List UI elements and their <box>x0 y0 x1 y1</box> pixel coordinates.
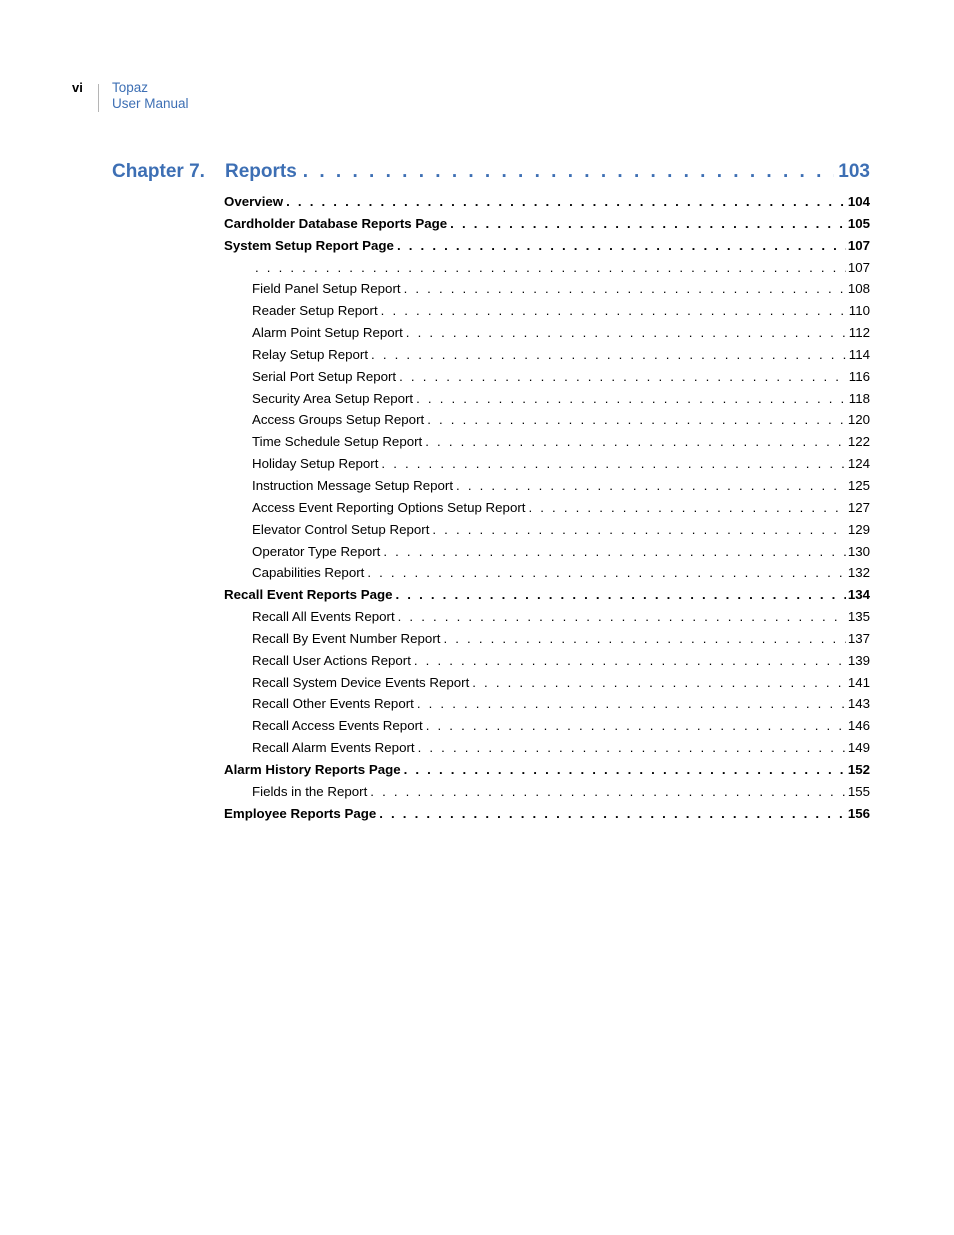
dot-leader <box>286 191 846 213</box>
toc-entry-title: Fields in the Report <box>252 783 368 799</box>
dot-leader <box>456 475 846 497</box>
toc-entry-page-number: 135 <box>847 609 870 625</box>
toc-subsection-entry[interactable] <box>224 475 870 497</box>
toc-entry-title: Field Panel Setup Report <box>252 281 401 297</box>
toc-entry-title: Capabilities Report <box>252 565 365 581</box>
dot-leader <box>404 759 846 781</box>
toc-section-entry[interactable] <box>224 803 870 825</box>
dot-leader <box>397 235 846 257</box>
toc-entry-page-number: 108 <box>847 281 870 297</box>
toc-subsection-entry[interactable] <box>224 519 870 541</box>
toc-subsection-entry[interactable] <box>224 278 870 300</box>
toc-entry-page-number: 137 <box>847 630 870 646</box>
toc-subsection-entry[interactable] <box>224 431 870 453</box>
table-of-contents <box>224 191 870 824</box>
toc-entry-page-number: 125 <box>847 477 870 493</box>
dot-leader <box>303 161 835 183</box>
toc-entry-page-number: 105 <box>847 215 870 231</box>
chapter-title: Reports <box>225 161 297 182</box>
toc-entry-page-number: 149 <box>847 740 870 756</box>
toc-subsection-entry[interactable] <box>224 650 870 672</box>
toc-entry-title: Serial Port Setup Report <box>252 368 397 384</box>
toc-entry-page-number: 146 <box>847 718 870 734</box>
toc-entry-title: Elevator Control Setup Report <box>252 521 430 537</box>
toc-subsection-entry[interactable] <box>224 562 870 584</box>
toc-entry-page-number: 141 <box>847 674 870 690</box>
dot-leader <box>381 453 845 475</box>
toc-subsection-entry[interactable] <box>224 715 870 737</box>
toc-subsection-entry[interactable] <box>224 693 870 715</box>
document-title: User Manual <box>112 96 189 111</box>
toc-subsection-entry[interactable] <box>224 672 870 694</box>
toc-subsection-entry[interactable] <box>224 781 870 803</box>
toc-entry-title: Security Area Setup Report <box>252 390 414 406</box>
dot-leader <box>443 628 845 650</box>
toc-entry-title: Access Groups Setup Report <box>252 412 425 428</box>
toc-entry-title: Relay Setup Report <box>252 346 369 362</box>
toc-subsection-entry[interactable] <box>224 606 870 628</box>
toc-subsection-entry[interactable] <box>224 344 870 366</box>
toc-subsection-entry[interactable] <box>224 497 870 519</box>
toc-entry-title: Holiday Setup Report <box>252 456 379 472</box>
dot-leader <box>379 803 846 825</box>
toc-entry-page-number: 129 <box>847 521 870 537</box>
toc-entry-title: Recall Event Reports Page <box>224 587 393 603</box>
toc-entry-page-number: 107 <box>847 237 870 253</box>
toc-section-entry[interactable] <box>224 235 870 257</box>
dot-leader <box>432 519 845 541</box>
toc-section-entry[interactable] <box>224 759 870 781</box>
dot-leader <box>425 431 846 453</box>
toc-entry-title: Recall Other Events Report <box>252 696 414 712</box>
toc-entry-title: Recall User Actions Report <box>252 652 411 668</box>
dot-leader <box>414 650 846 672</box>
toc-subsection-entry[interactable] <box>224 453 870 475</box>
dot-leader <box>255 257 846 279</box>
dot-leader <box>396 584 846 606</box>
dot-leader <box>381 300 847 322</box>
toc-entry-page-number: 107 <box>847 259 870 275</box>
toc-entry-title: Instruction Message Setup Report <box>252 477 454 493</box>
dot-leader <box>427 409 846 431</box>
toc-subsection-entry[interactable] <box>224 737 870 759</box>
toc-entry-title: Reader Setup Report <box>252 303 378 319</box>
toc-entry-page-number: 132 <box>847 565 870 581</box>
toc-subsection-entry[interactable] <box>224 541 870 563</box>
dot-leader <box>404 278 846 300</box>
dot-leader <box>417 693 846 715</box>
dot-leader <box>399 366 847 388</box>
toc-chapter-entry[interactable] <box>112 161 870 187</box>
dot-leader <box>371 344 847 366</box>
toc-entry-title: Cardholder Database Reports Page <box>224 215 448 231</box>
header-title-block <box>112 80 189 112</box>
toc-entry-page-number: 130 <box>847 543 870 559</box>
toc-section-entry[interactable] <box>224 584 870 606</box>
toc-entry-page-number: 152 <box>847 761 870 777</box>
toc-entry-title: Time Schedule Setup Report <box>252 434 423 450</box>
toc-entry-title: Recall By Event Number Report <box>252 630 441 646</box>
toc-subsection-entry[interactable] <box>224 322 870 344</box>
chapter-label: Chapter 7. <box>112 161 205 182</box>
toc-entry-page-number: 122 <box>847 434 870 450</box>
toc-entry-title: Alarm Point Setup Report <box>252 325 403 341</box>
toc-entry-title: Alarm History Reports Page <box>224 761 401 777</box>
dot-leader <box>450 213 846 235</box>
toc-entry-page-number: 134 <box>847 587 870 603</box>
toc-entry-page-number: 112 <box>848 325 870 341</box>
running-header <box>0 80 300 120</box>
toc-entry-page-number: 155 <box>847 783 870 799</box>
toc-entry-page-number: 127 <box>847 499 870 515</box>
toc-entry-title: Employee Reports Page <box>224 805 377 821</box>
toc-subsection-entry[interactable] <box>224 388 870 410</box>
dot-leader <box>370 781 846 803</box>
toc-entry-page-number: 104 <box>847 194 870 209</box>
toc-subsection-entry[interactable] <box>224 366 870 388</box>
toc-entry-page-number: 143 <box>847 696 870 712</box>
dot-leader <box>418 737 846 759</box>
dot-leader <box>426 715 846 737</box>
dot-leader <box>383 541 845 563</box>
toc-subsection-entry[interactable] <box>224 409 870 431</box>
chapter-page-number: 103 <box>838 161 870 182</box>
toc-subsection-entry[interactable] <box>224 300 870 322</box>
dot-leader <box>472 672 846 694</box>
toc-entry-page-number: 118 <box>848 390 870 406</box>
toc-section-entry[interactable] <box>224 191 870 213</box>
dot-leader <box>528 497 845 519</box>
toc-entry-title: Recall All Events Report <box>252 609 395 625</box>
toc-entry-title: Recall Alarm Events Report <box>252 740 415 756</box>
toc-section-entry[interactable] <box>224 213 870 235</box>
toc-entry-title: Recall System Device Events Report <box>252 674 470 690</box>
toc-entry-page-number: 124 <box>847 456 870 472</box>
toc-entry-title: Overview <box>224 194 284 209</box>
toc-entry-page-number: 116 <box>848 368 870 384</box>
toc-entry-title: System Setup Report Page <box>224 237 394 253</box>
header-divider <box>98 84 99 112</box>
product-name: Topaz <box>112 80 149 95</box>
dot-leader <box>398 606 846 628</box>
toc-entry-page-number: 156 <box>847 805 870 821</box>
toc-entry-title: Access Event Reporting Options Setup Report <box>252 499 526 515</box>
toc-entry-page-number: 114 <box>848 346 870 362</box>
page-number: vi <box>72 80 83 95</box>
dot-leader <box>416 388 847 410</box>
toc-subsection-entry[interactable] <box>224 628 870 650</box>
toc-entry-title: Operator Type Report <box>252 543 381 559</box>
dot-leader <box>367 562 845 584</box>
toc-subsection-entry[interactable] <box>224 257 870 279</box>
dot-leader <box>406 322 847 344</box>
toc-entry-page-number: 110 <box>848 303 870 319</box>
toc-entry-page-number: 120 <box>847 412 870 428</box>
chapter-title-row <box>225 161 870 183</box>
toc-entry-page-number: 139 <box>847 652 870 668</box>
toc-entry-title: Recall Access Events Report <box>252 718 423 734</box>
